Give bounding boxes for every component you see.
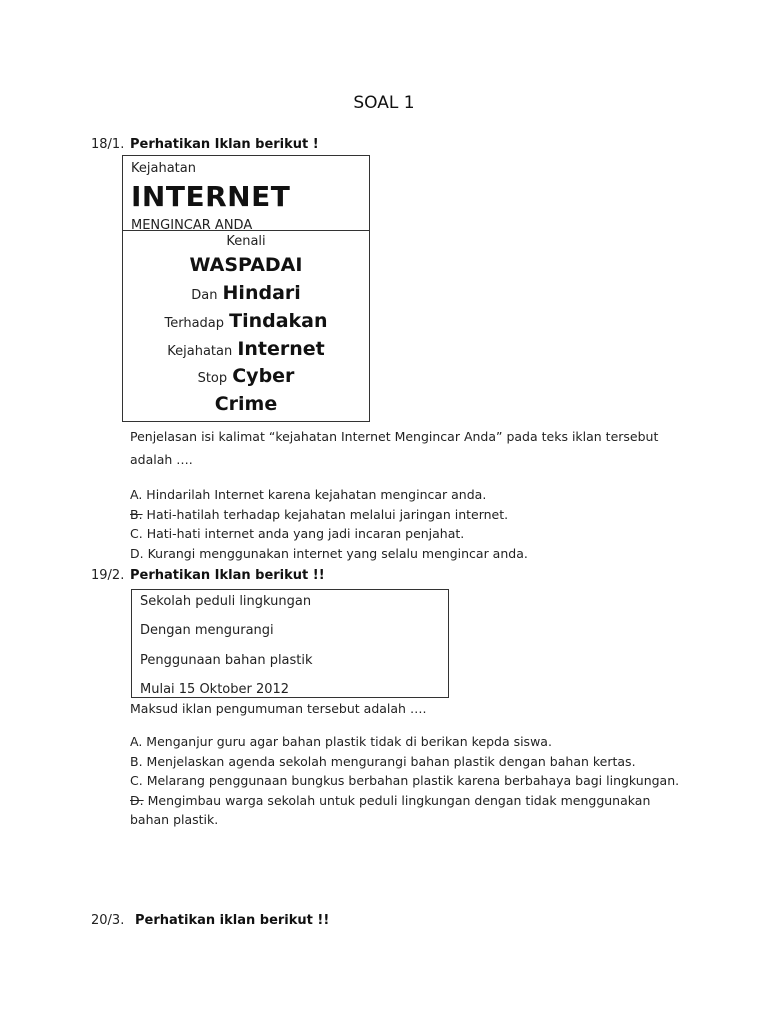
answer-option-a[interactable]	[130, 732, 679, 752]
option-text: Menjelaskan agenda sekolah mengurangi bahan plastik dengan bahan kertas.	[146, 753, 636, 769]
ad-text-crime: Crime	[214, 393, 278, 415]
ad-line: Dengan mengurangi	[140, 623, 274, 638]
option-text: Menganjur guru agar bahan plastik tidak di berikan kepda siswa.	[146, 734, 552, 749]
option-text: Hati-hatilah terhadap kejahatan melalui jaringan internet.	[146, 506, 509, 522]
ad-box-bottom	[122, 230, 370, 422]
ad-row-internet	[123, 338, 369, 360]
question-prompt-line2: adalah ….	[130, 452, 193, 467]
option-letter: A.	[130, 487, 143, 502]
ad-text-stop: Stop	[197, 371, 228, 386]
question-heading: Perhatikan Iklan berikut !	[130, 137, 319, 152]
question-prompt-line1: Penjelasan isi kalimat “kejahatan Internet Mengincar Anda” pada teks iklan tersebut	[130, 429, 659, 444]
question-prompt: Maksud iklan pengumuman tersebut adalah ….	[130, 701, 427, 716]
ad-box-plastik	[131, 589, 449, 698]
option-text: Hati-hati internet anda yang jadi incaran penjahat.	[146, 526, 465, 541]
option-letter-struck: D.	[130, 792, 144, 808]
page-title: SOAL 1	[353, 93, 415, 113]
option-letter: C.	[130, 773, 143, 788]
question-heading: Perhatikan Iklan berikut !!	[130, 568, 325, 583]
ad-text-dan: Dan	[191, 288, 218, 303]
ad-row-tindakan	[123, 310, 369, 332]
option-letter: C.	[130, 526, 143, 541]
ad-row-hindari	[123, 282, 369, 304]
question-number: 18/1.	[91, 137, 125, 152]
ad-text-cyber: Cyber	[232, 365, 295, 387]
answer-option-a[interactable]	[130, 485, 528, 505]
option-text: Kurangi menggunakan internet yang selalu mengincar anda.	[147, 545, 528, 561]
answer-option-d[interactable]	[130, 791, 679, 811]
option-text: Melarang penggunaan bungkus berbahan plastik karena berbahaya bagi lingkungan.	[146, 773, 680, 788]
answer-option-c[interactable]	[130, 771, 679, 791]
answer-option-d[interactable]	[130, 544, 528, 564]
ad-text-kejahatan-2: Kejahatan	[167, 344, 233, 359]
question-number: 19/2.	[91, 568, 125, 583]
option-letter: B.	[130, 753, 143, 769]
answer-option-b[interactable]	[130, 505, 528, 525]
ad-text-terhadap: Terhadap	[164, 316, 225, 331]
ad-line: Sekolah peduli lingkungan	[140, 594, 312, 609]
ad-text-kejahatan: Kejahatan	[131, 161, 196, 176]
option-text: Hindarilah Internet karena kejahatan mengincar anda.	[146, 487, 487, 502]
ad-text-tindakan: Tindakan	[229, 310, 328, 332]
answer-option-b[interactable]	[130, 752, 679, 772]
answer-option-d-continued: bahan plastik.	[130, 812, 219, 827]
answer-option-c[interactable]	[130, 524, 528, 544]
ad-box-top	[122, 155, 370, 231]
ad-text-internet-2: Internet	[237, 338, 325, 360]
option-letter: A.	[130, 734, 143, 749]
answer-options-q1	[130, 485, 528, 563]
ad-row-cyber	[123, 365, 369, 387]
question-number: 20/3.	[91, 913, 125, 928]
ad-text-mengincar: MENGINCAR ANDA	[131, 218, 253, 231]
ad-text-hindari: Hindari	[222, 282, 301, 304]
answer-options-q2	[130, 732, 679, 830]
option-letter: D.	[130, 545, 144, 561]
ad-text-waspadai: WASPADAI	[189, 254, 303, 276]
ad-text-kenali: Kenali	[226, 234, 266, 249]
question-heading: Perhatikan iklan berikut !!	[135, 913, 330, 928]
ad-line: Mulai 15 Oktober 2012	[140, 682, 290, 697]
option-text: Mengimbau warga sekolah untuk peduli lingkungan dengan tidak menggunakan	[147, 792, 651, 808]
option-letter-struck: B.	[130, 506, 143, 522]
ad-text-internet: INTERNET	[131, 180, 291, 213]
ad-line: Penggunaan bahan plastik	[140, 653, 313, 668]
